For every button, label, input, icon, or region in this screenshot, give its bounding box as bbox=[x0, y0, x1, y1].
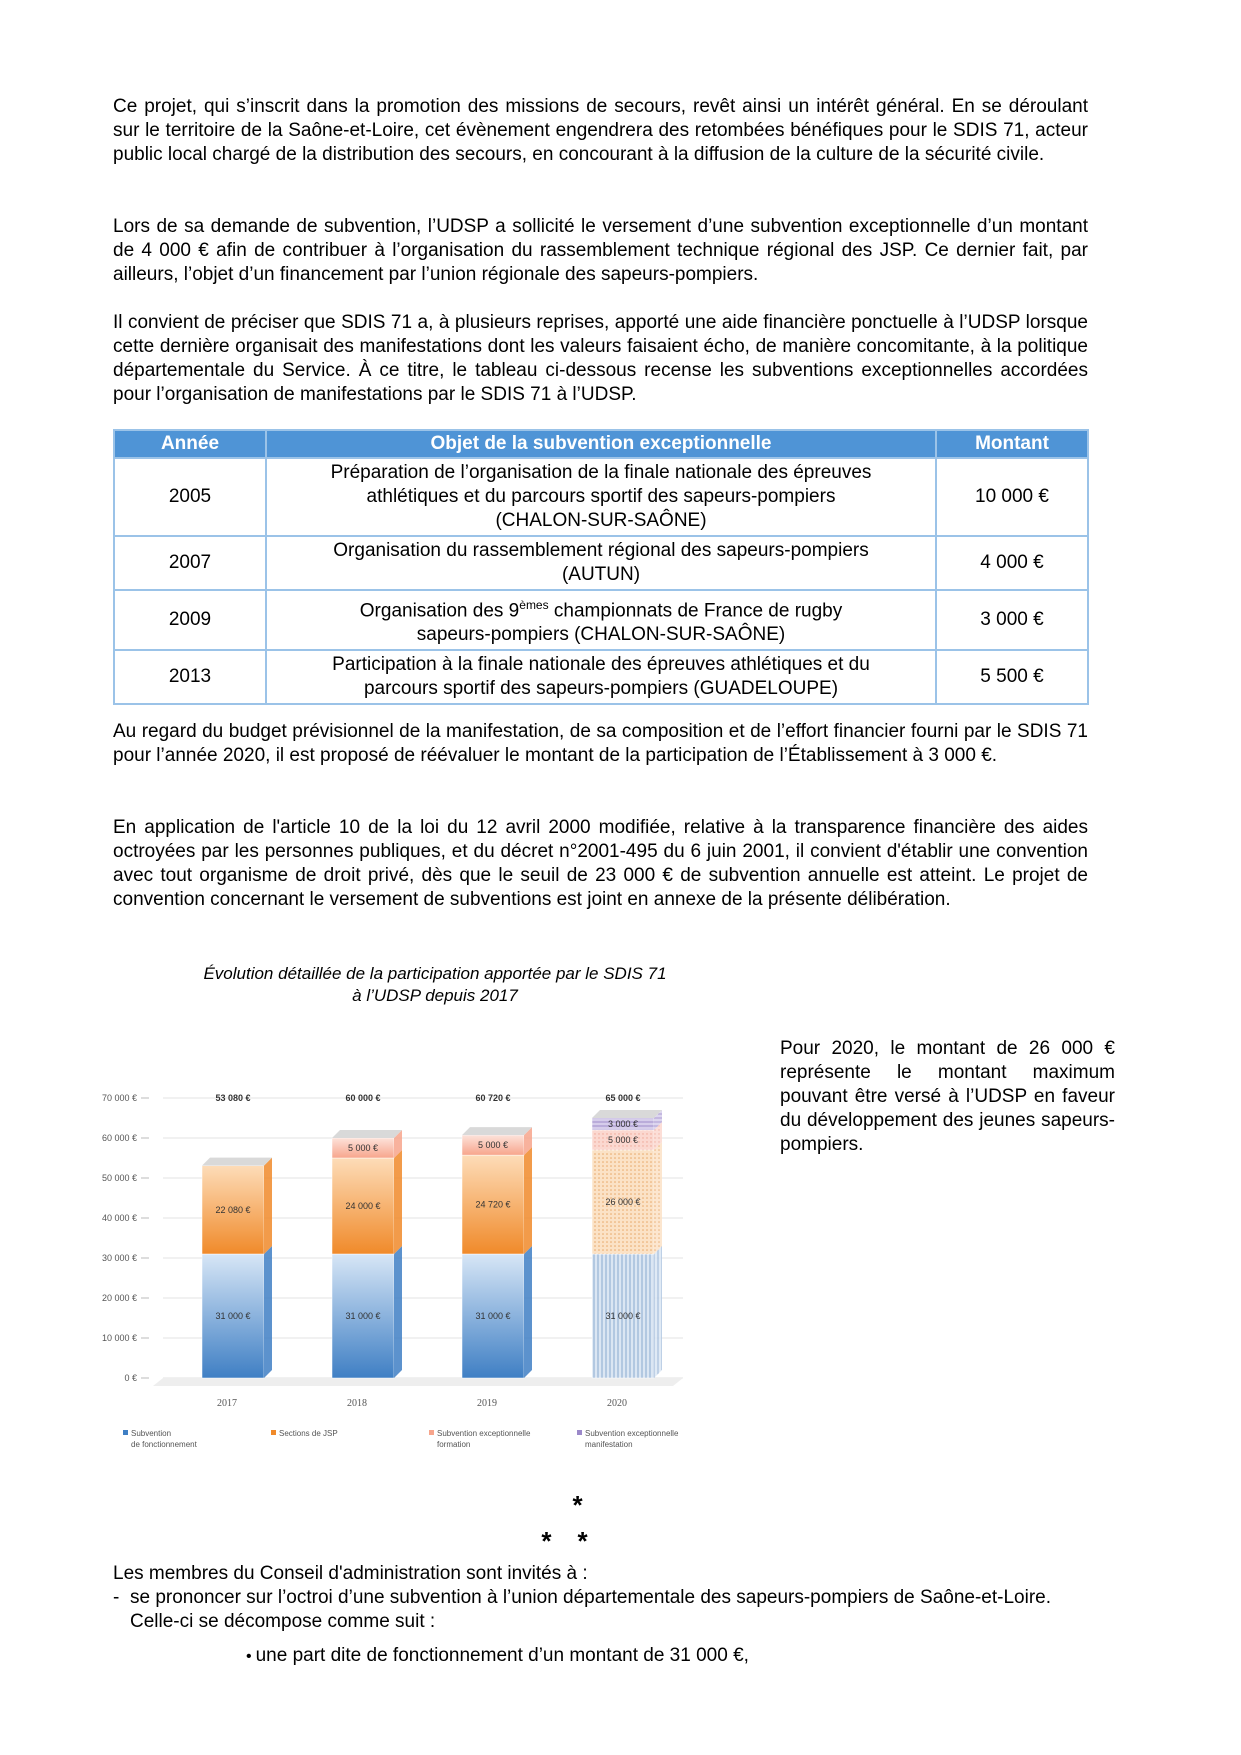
header-object: Objet de la subvention exceptionnelle bbox=[266, 430, 936, 458]
y-tick-label: 30 000 € bbox=[101, 1253, 137, 1263]
bar-data-label: 22 080 € bbox=[215, 1204, 251, 1215]
y-tick-label: 60 000 € bbox=[101, 1133, 137, 1143]
bar-data-label: 31 000 € bbox=[345, 1311, 381, 1321]
chart-floor bbox=[153, 1378, 683, 1386]
paragraph-reevaluation: Au regard du budget prévisionnel de la manifestation, de sa composition et de l’effort financier fourni par le SDIS 71 pour l’année 2020, il est proposé de réévaluer le montant de la participation de l’Établissement à 3 000 €. bbox=[113, 721, 1088, 766]
table-row bbox=[114, 590, 1088, 650]
bar-data-label: 31 000 € bbox=[215, 1311, 251, 1321]
y-tick-label: 70 000 € bbox=[101, 1093, 137, 1103]
x-tick-label: 2019 bbox=[477, 1398, 497, 1409]
bar-data-label: 24 000 € bbox=[345, 1201, 381, 1211]
bar-data-label: 31 000 € bbox=[475, 1311, 511, 1321]
cell-year: 2007 bbox=[114, 536, 266, 590]
legend-swatch bbox=[577, 1430, 582, 1435]
side-note: Pour 2020, le montant de 26 000 € représente le montant maximum pouvant être versé à l’UDSP en faveur du développement des jeunes sapeurs-pompiers. bbox=[780, 1038, 1115, 1155]
chart-caption-line1: Évolution détaillée de la participation apportée par le SDIS 71 bbox=[203, 964, 667, 983]
cell-amount: 3 000 € bbox=[936, 590, 1088, 650]
y-tick-label: 40 000 € bbox=[101, 1213, 137, 1223]
separator-star-top: * bbox=[572, 1490, 583, 1520]
bar-data-label: 5 000 € bbox=[347, 1143, 379, 1153]
bar-data-label: 31 000 € bbox=[605, 1311, 641, 1321]
bar-segment-side bbox=[394, 1150, 402, 1254]
cell-object bbox=[266, 590, 936, 650]
bar-segment-side bbox=[524, 1246, 532, 1378]
chart-caption bbox=[160, 963, 710, 1007]
object-superscript: èmes bbox=[519, 598, 549, 612]
header-amount: Montant bbox=[936, 430, 1088, 458]
bar-segment-side bbox=[654, 1246, 662, 1378]
header-year: Année bbox=[114, 430, 266, 458]
legend-swatch bbox=[429, 1430, 434, 1435]
bar-top-face bbox=[332, 1130, 402, 1138]
bar-total-label: 65 000 € bbox=[605, 1093, 641, 1103]
cell-amount: 4 000 € bbox=[936, 536, 1088, 590]
bar-total-label: 60 000 € bbox=[345, 1093, 381, 1103]
conclusion-item-text: se prononcer sur l’octroi d’une subvention à l’union départementale des sapeurs-pompiers de Saône-et-Loire. Celle-ci se décompose comme suit : bbox=[130, 1587, 1051, 1632]
bar-data-label: 26 000 € bbox=[605, 1197, 641, 1207]
cell-amount: 5 500 € bbox=[936, 650, 1088, 704]
bar-segment-side bbox=[654, 1142, 662, 1254]
subsidy-history-table bbox=[113, 429, 1089, 705]
object-line: (AUTUN) bbox=[561, 564, 641, 585]
y-tick-label: 50 000 € bbox=[101, 1173, 137, 1183]
bar-data-label: 3 000 € bbox=[607, 1119, 639, 1129]
object-line-pre: Organisation des 9 bbox=[359, 600, 520, 622]
cell-amount: 10 000 € bbox=[936, 458, 1088, 536]
cell-year: 2013 bbox=[114, 650, 266, 704]
legend-label: Sections de JSP bbox=[279, 1429, 338, 1438]
y-tick-label: 10 000 € bbox=[101, 1333, 137, 1343]
cell-year: 2009 bbox=[114, 590, 266, 650]
paragraph-project-interest: Ce projet, qui s’inscrit dans la promotion des missions de secours, revêt ainsi un intérêt général. En se déroulant sur le territoire de la Saône-et-Loire, cet évènement engendrera des retombées bénéfiques pour le SDIS 71, acteur public local chargé de la distribution des secours, en concourant à la diffusion de la culture de la sécurité civile. bbox=[113, 96, 1088, 165]
bar-segment-side bbox=[264, 1158, 272, 1254]
bar-top-face bbox=[202, 1158, 272, 1166]
object-line: sapeurs-pompiers (CHALON-SUR-SAÔNE) bbox=[416, 624, 786, 646]
cell-object bbox=[266, 650, 936, 704]
x-tick-label: 2017 bbox=[217, 1398, 237, 1409]
legend-label: Subvention exceptionnelle bbox=[437, 1429, 531, 1438]
legend-swatch bbox=[123, 1430, 128, 1435]
dash-marker: - bbox=[113, 1587, 120, 1608]
cell-object bbox=[266, 536, 936, 590]
bar-segment-side bbox=[264, 1246, 272, 1378]
conclusion-intro: Les membres du Conseil d'administration sont invités à : bbox=[113, 1563, 588, 1584]
bar-segment-side bbox=[524, 1147, 532, 1254]
legend-swatch bbox=[271, 1430, 276, 1435]
participation-chart bbox=[101, 1028, 763, 1478]
legend-label-line2: de fonctionnement bbox=[131, 1440, 197, 1449]
legend-label-line2: manifestation bbox=[585, 1440, 633, 1449]
object-line: Préparation de l’organisation de la finale nationale des épreuves bbox=[330, 462, 872, 483]
table-header-row bbox=[114, 430, 1088, 458]
legend-label-line2: formation bbox=[437, 1440, 471, 1449]
y-tick-label: 0 € bbox=[124, 1373, 137, 1383]
object-line: Participation à la finale nationale des épreuves athlétiques et du bbox=[332, 654, 870, 676]
y-tick-label: 20 000 € bbox=[101, 1293, 137, 1303]
table-row bbox=[114, 650, 1088, 704]
bar-top-face bbox=[462, 1127, 532, 1135]
bar-segment-side bbox=[394, 1246, 402, 1378]
chart-caption-line2: à l’UDSP depuis 2017 bbox=[352, 986, 518, 1005]
object-line: athlétiques et du parcours sportif des sapeurs-pompiers bbox=[366, 486, 836, 507]
bar-top-face bbox=[592, 1110, 662, 1118]
paragraph-legal-convention: En application de l'article 10 de la loi du 12 avril 2000 modifiée, relative à la transparence financière des aides octroyées par les personnes publiques, et du décret n°2001-495 du 6 juin 2001, il convient d'établir une convention avec tout organisme de droit privé, dès que le seuil de 23 000 € de subvention annuelle est atteint. Le projet de convention concernant le versement de subventions est joint en annexe de la présente délibération. bbox=[113, 817, 1088, 910]
bar-total-label: 60 720 € bbox=[475, 1093, 511, 1103]
conclusion-item bbox=[113, 1586, 1088, 1634]
separator-star-bottom: ** bbox=[541, 1526, 614, 1556]
x-tick-label: 2018 bbox=[347, 1398, 367, 1409]
table-row bbox=[114, 536, 1088, 590]
object-line: (CHALON-SUR-SAÔNE) bbox=[495, 510, 707, 531]
legend-label: Subvention exceptionnelle bbox=[585, 1429, 679, 1438]
object-line-post: championnats de France de rugby bbox=[548, 600, 843, 622]
conclusion-bullet bbox=[246, 1644, 749, 1669]
bullet-icon: • bbox=[246, 1648, 252, 1665]
table-row bbox=[114, 458, 1088, 536]
paragraph-subsidy-request: Lors de sa demande de subvention, l’UDSP a sollicité le versement d’une subvention exceptionnelle d’un montant de 4 000 € afin de contribuer à l’organisation du rassemblement technique régional des JSP. Ce dernier fait, par ailleurs, l’objet d’un financement par l’union régionale des sapeurs-pompiers. bbox=[113, 216, 1088, 285]
bar-total-label: 53 080 € bbox=[215, 1093, 251, 1103]
object-line: Organisation du rassemblement régional des sapeurs-pompiers bbox=[333, 540, 869, 561]
bar-data-label: 24 720 € bbox=[475, 1199, 511, 1210]
x-tick-label: 2020 bbox=[607, 1398, 627, 1409]
bullet-text: une part dite de fonctionnement d’un montant de 31 000 €, bbox=[255, 1645, 749, 1666]
paragraph-past-support: Il convient de préciser que SDIS 71 a, à plusieurs reprises, apporté une aide financière ponctuelle à l’UDSP lorsque cette dernière organisait des manifestations dont les valeurs faisaient écho, de manière concomitante, à la politique départementale du Service. À ce titre, le tableau ci-dessous recense les subventions exceptionnelles accordées pour l’organisation de manifestations par le SDIS 71 à l’UDSP. bbox=[113, 312, 1088, 405]
legend-label: Subvention bbox=[131, 1429, 172, 1438]
bar-data-label: 5 000 € bbox=[607, 1135, 639, 1145]
object-line: parcours sportif des sapeurs-pompiers (GUADELOUPE) bbox=[363, 678, 839, 700]
bar-data-label: 5 000 € bbox=[477, 1140, 509, 1151]
cell-object bbox=[266, 458, 936, 536]
cell-year: 2005 bbox=[114, 458, 266, 536]
